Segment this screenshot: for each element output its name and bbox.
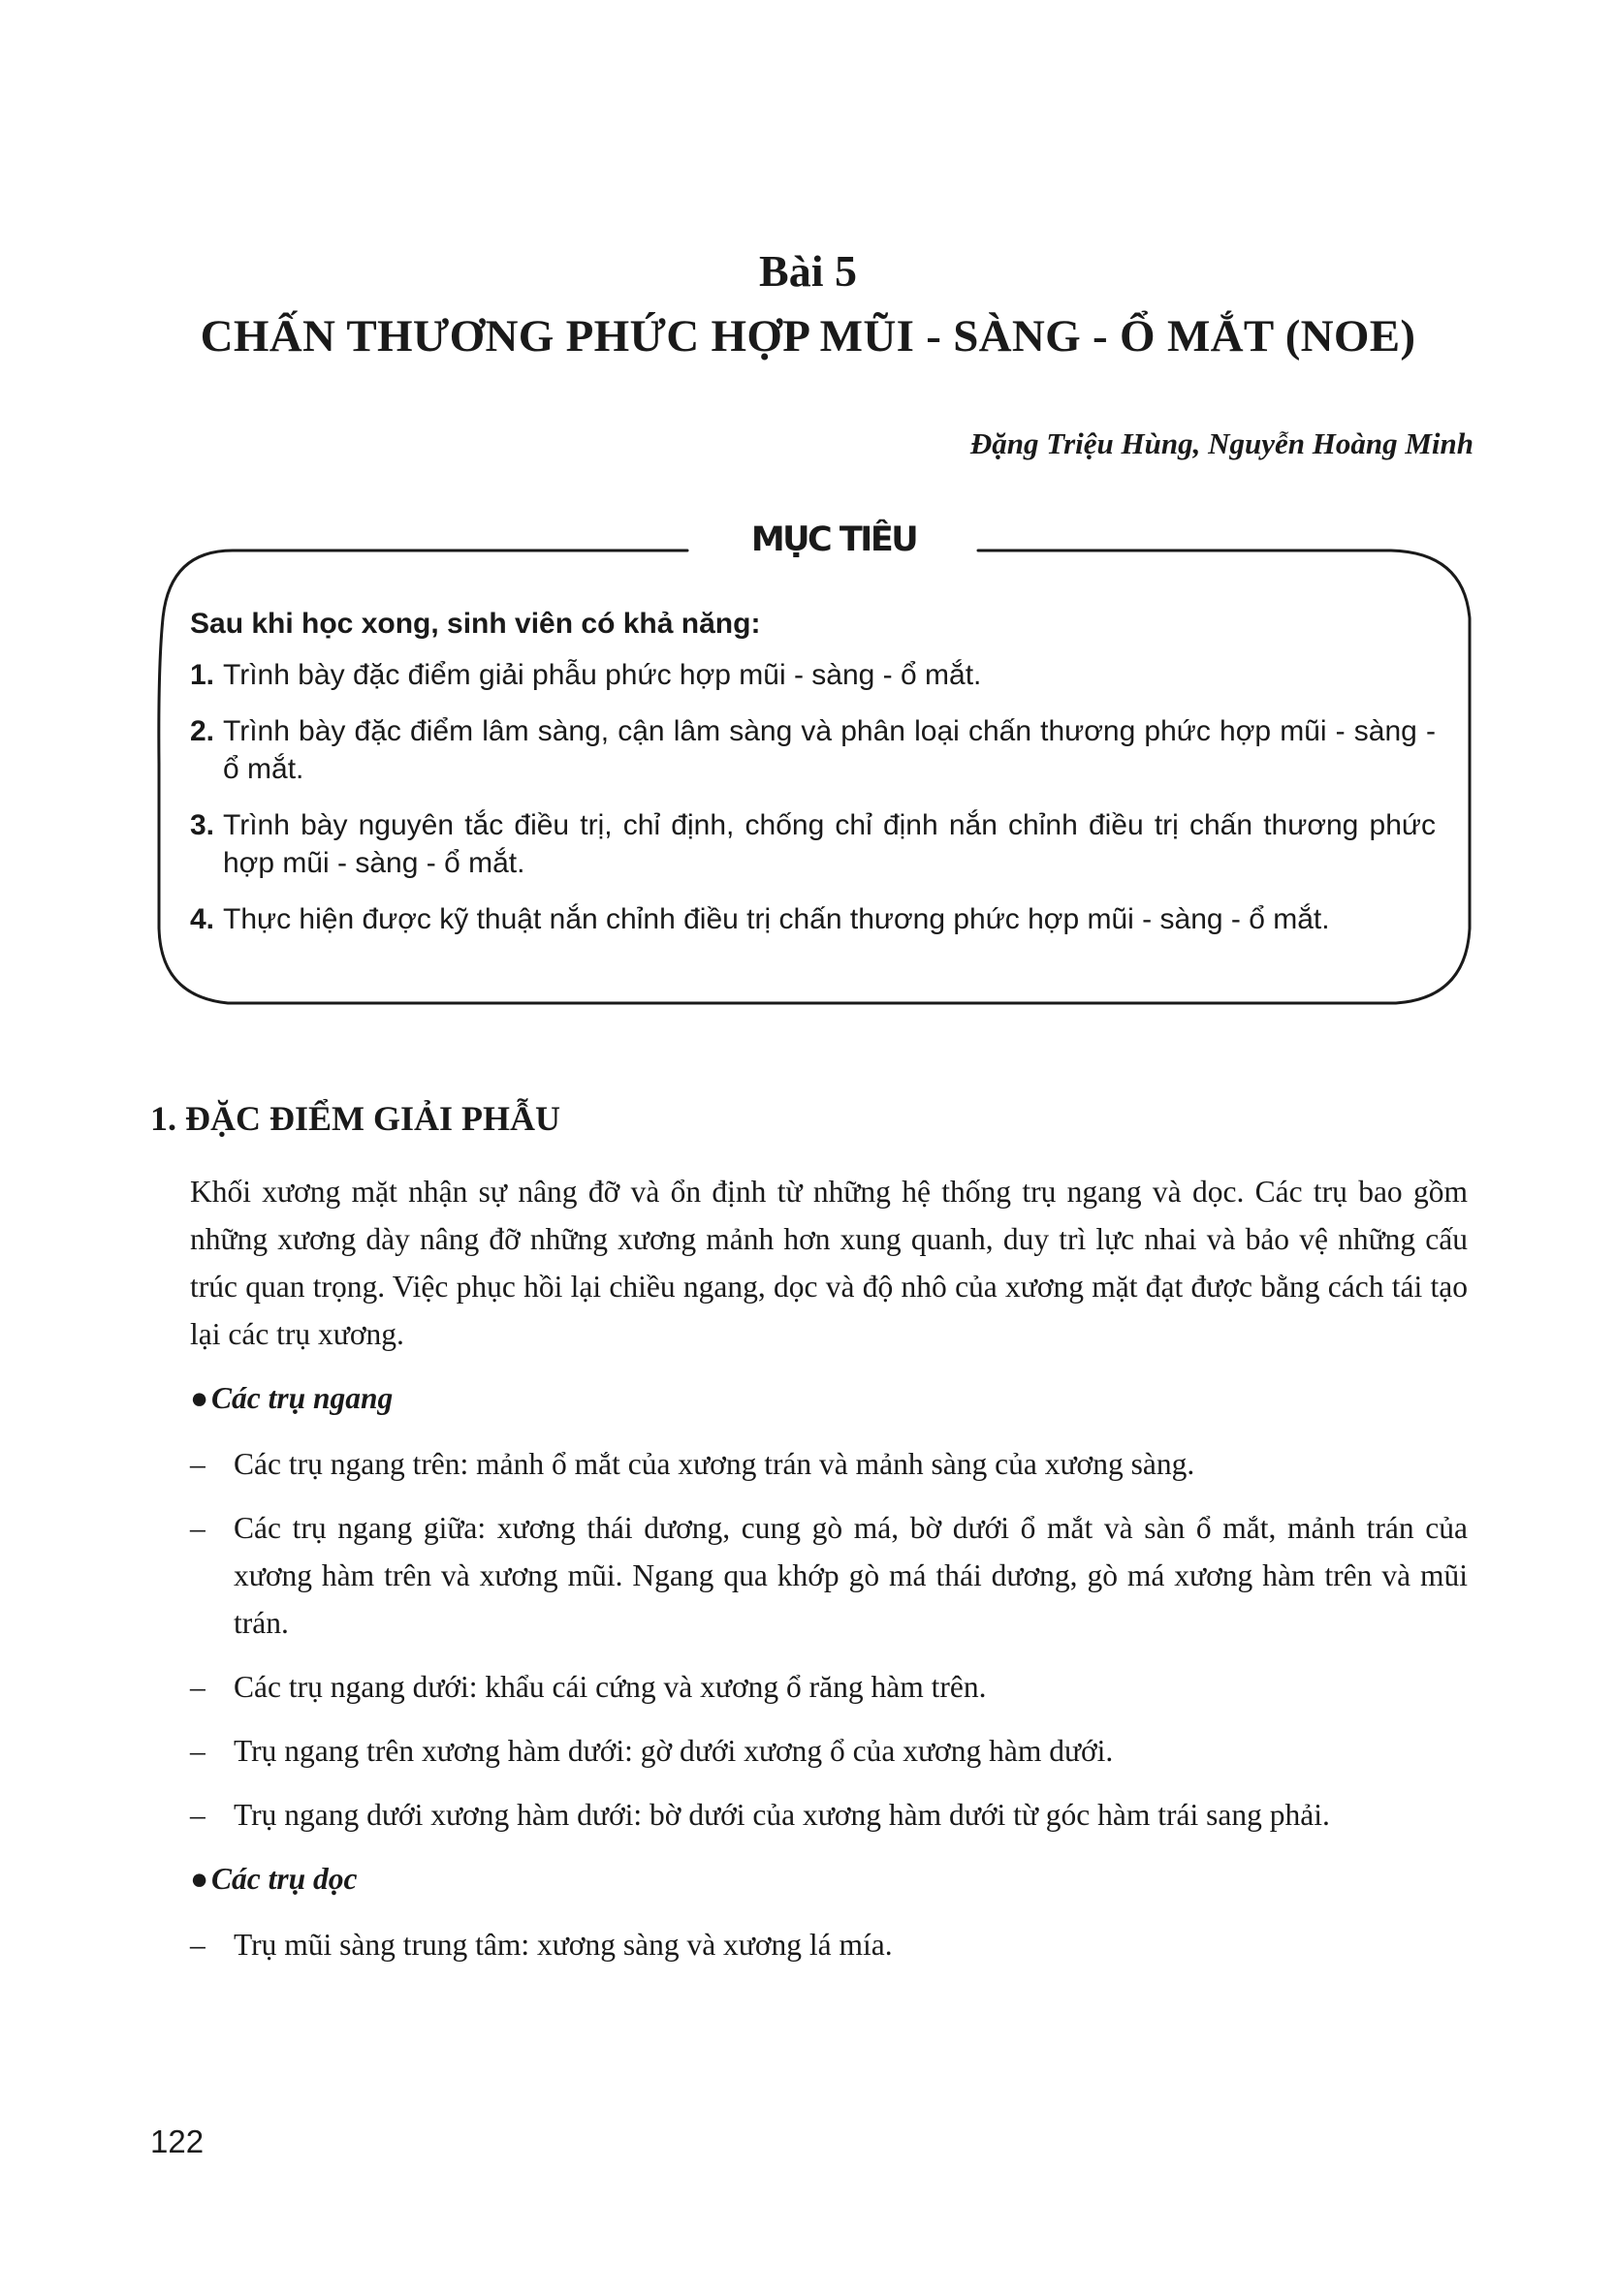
objective-text: Trình bày đặc điểm lâm sàng, cận lâm sàng và phân loại chấn thương phức hợp mũi - sàng - ổ mắt. (223, 715, 1436, 785)
list-item-text: Các trụ ngang dưới: khẩu cái cứng và xương ổ răng hàm trên. (234, 1670, 987, 1704)
dash-icon: – (190, 1447, 206, 1481)
list-item-text: Các trụ ngang giữa: xương thái dương, cung gò má, bờ dưới ổ mắt và sàn ổ mắt, mảnh trán của xương hàm trên và xương mũi. Ngang qua khớp gò má thái dương, gò má xương hàm trên và mũi trán. (234, 1511, 1468, 1640)
list-item (190, 1504, 1468, 1647)
objective-item (190, 656, 1436, 694)
objective-number: 4. (190, 903, 215, 935)
list-item (190, 1727, 1468, 1775)
list-item-text: Trụ mũi sàng trung tâm: xương sàng và xương lá mía. (234, 1928, 893, 1962)
subheading-text: Các trụ ngang (211, 1381, 394, 1415)
objective-number: 3. (190, 809, 215, 841)
list-item-text: Các trụ ngang trên: mảnh ổ mắt của xương trán và mảnh sàng của xương sàng. (234, 1447, 1195, 1481)
objective-item (190, 712, 1436, 788)
objective-text: Trình bày đặc điểm giải phẫu phức hợp mũi - sàng - ổ mắt. (223, 659, 982, 691)
objective-text: Thực hiện được kỹ thuật nắn chỉnh điều trị chấn thương phức hợp mũi - sàng - ổ mắt. (223, 903, 1330, 935)
section-heading: 1. ĐẶC ĐIỂM GIẢI PHẪU (150, 1099, 560, 1138)
dash-icon: – (190, 1670, 206, 1704)
objective-item (190, 806, 1436, 882)
subheading-horizontal (190, 1374, 1468, 1422)
list-item-text: Trụ ngang trên xương hàm dưới: gờ dưới xương ổ của xương hàm dưới. (234, 1734, 1114, 1768)
dash-icon: – (190, 1511, 206, 1545)
authors: Đặng Triệu Hùng, Nguyễn Hoàng Minh (969, 426, 1473, 460)
lesson-number: Bài 5 (759, 246, 857, 296)
objective-number: 1. (190, 659, 215, 691)
dash-icon: – (190, 1734, 206, 1768)
bullet-icon: ● (190, 1862, 209, 1896)
subheading-text: Các trụ dọc (211, 1862, 358, 1896)
objectives-heading: MỤC TIÊU (750, 520, 917, 559)
section-content (190, 1168, 1468, 1985)
subheading-vertical (190, 1855, 1468, 1903)
list-item (190, 1921, 1468, 1968)
section-intro-paragraph: Khối xương mặt nhận sự nâng đỡ và ổn định từ những hệ thống trụ ngang và dọc. Các trụ bao gồm những xương dày nâng đỡ những xương mảnh hơn xung quanh, duy trì lực nhai và bảo vệ những cấu trúc quan trọng. Việc phục hồi lại chiều ngang, dọc và độ nhô của xương mặt đạt được bằng cách tái tạo lại các trụ xương. (190, 1175, 1468, 1351)
list-item (190, 1440, 1468, 1488)
list-item (190, 1663, 1468, 1711)
dash-icon: – (190, 1798, 206, 1832)
objective-number: 2. (190, 715, 215, 747)
objective-text: Trình bày nguyên tắc điều trị, chỉ định, chống chỉ định nắn chỉnh điều trị chấn thương phức hợp mũi - sàng - ổ mắt. (223, 809, 1436, 879)
objectives-box (190, 605, 1436, 957)
dash-icon: – (190, 1928, 206, 1962)
list-item-text: Trụ ngang dưới xương hàm dưới: bờ dưới của xương hàm dưới từ góc hàm trái sang phải. (234, 1798, 1330, 1832)
bullet-icon: ● (190, 1381, 209, 1415)
objectives-intro: Sau khi học xong, sinh viên có khả năng: (190, 608, 761, 640)
list-item (190, 1791, 1468, 1839)
objective-item (190, 900, 1436, 938)
lesson-title: CHẤN THƯƠNG PHỨC HỢP MŨI - SÀNG - Ổ MẮT (NOE) (200, 311, 1416, 362)
page-number: 122 (150, 2123, 205, 2159)
